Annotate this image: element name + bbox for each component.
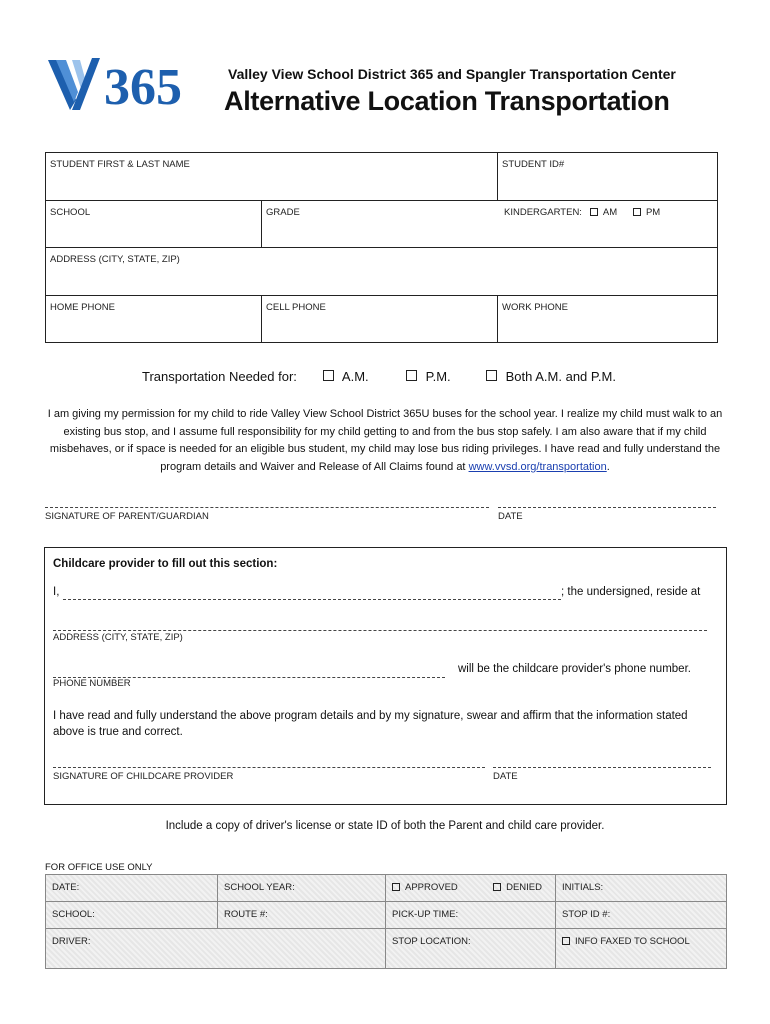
home-phone-label: HOME PHONE	[50, 302, 115, 313]
office-info-faxed-label: INFO FAXED TO SCHOOL	[575, 936, 690, 947]
office-driver-label: DRIVER:	[52, 936, 91, 947]
office-stop-id-label: STOP ID #:	[562, 909, 611, 920]
parent-date-line[interactable]	[498, 507, 716, 508]
kindergarten-pm-label: PM	[645, 207, 661, 218]
parent-signature-line[interactable]	[45, 507, 489, 508]
office-info-faxed-field	[556, 929, 726, 968]
cell-phone-field[interactable]	[262, 296, 498, 342]
childcare-affirmation: I have read and fully understand the above program details and by my signature, swear and affirm that the information stated above is true and correct.	[53, 710, 688, 738]
office-info-faxed-checkbox[interactable]	[562, 937, 570, 945]
office-school-field[interactable]	[46, 902, 218, 929]
transport-am-checkbox[interactable]	[323, 370, 334, 381]
office-pickup-label: PICK-UP TIME:	[392, 909, 459, 920]
permission-statement	[40, 406, 730, 476]
school-label: SCHOOL	[50, 207, 91, 218]
header-subtitle: Valley View School District 365 and Spangler Transportation Center	[228, 66, 676, 82]
permission-end: .	[606, 460, 610, 473]
office-denied-checkbox[interactable]	[493, 883, 501, 891]
parent-date-label: DATE	[498, 511, 523, 522]
student-name-field[interactable]	[46, 153, 498, 201]
childcare-heading: Childcare provider to fill out this section:	[53, 558, 278, 570]
transport-pm-checkbox[interactable]	[406, 370, 417, 381]
permission-text: I am giving my permission for my child to ride Valley View School District 365U buses for the school year. I realize my child must walk to an existing bus stop, and I assume full responsibility for my child getting to and from the bus stop safely. I am also aware that if my child misbehaves, or if space is needed for an eligible bus student, my child may lose bus riding privileges. I have read and fully understand the program details and Waiver and Release of All Claims found at	[47, 408, 723, 473]
office-date-label: DATE:	[52, 882, 80, 893]
student-id-field[interactable]	[498, 153, 717, 201]
office-school-label: SCHOOL:	[52, 909, 95, 920]
childcare-signature-line[interactable]	[53, 767, 485, 768]
childcare-date-line[interactable]	[493, 767, 711, 768]
work-phone-label: WORK PHONE	[502, 302, 568, 313]
office-use-table	[45, 874, 727, 969]
school-field[interactable]	[46, 201, 262, 248]
transport-pm-label: P.M.	[425, 369, 451, 384]
page-title: Alternative Location Transportation	[224, 86, 670, 116]
office-school-year-field[interactable]	[218, 875, 386, 902]
transport-pm-option	[406, 369, 451, 384]
office-stop-location-label: STOP LOCATION:	[392, 936, 471, 947]
office-stop-location-field[interactable]	[386, 929, 556, 968]
office-approved-checkbox[interactable]	[392, 883, 400, 891]
childcare-signature-label: SIGNATURE OF CHILDCARE PROVIDER	[53, 771, 234, 782]
address-label: ADDRESS (CITY, STATE, ZIP)	[50, 254, 180, 265]
office-approved-label: APPROVED	[405, 882, 458, 893]
office-school-year-label: SCHOOL YEAR:	[224, 882, 295, 893]
transport-am-label: A.M.	[341, 369, 369, 384]
work-phone-field[interactable]	[498, 296, 717, 342]
include-id-note: Include a copy of driver's license or state ID of both the Parent and child care provider.	[165, 820, 605, 832]
home-phone-field[interactable]	[46, 296, 262, 342]
transport-needed-label: Transportation Needed for:	[142, 369, 297, 384]
office-pickup-field[interactable]	[386, 902, 556, 929]
transportation-link[interactable]: www.vvsd.org/transportation	[468, 460, 607, 473]
childcare-phone-text: will be the childcare provider's phone number.	[458, 663, 691, 675]
parent-signature-label: SIGNATURE OF PARENT/GUARDIAN	[45, 511, 209, 522]
office-initials-label: INITIALS:	[562, 882, 604, 893]
childcare-reside-text: ; the undersigned, reside at	[561, 586, 701, 598]
childcare-provider-section	[44, 547, 727, 805]
district-logo	[46, 52, 206, 114]
childcare-name-line[interactable]	[63, 599, 561, 600]
childcare-date-label: DATE	[493, 771, 518, 782]
childcare-address-label: ADDRESS (CITY, STATE, ZIP)	[53, 632, 183, 643]
office-approval-field	[386, 875, 556, 902]
kindergarten-am-label: AM	[602, 207, 618, 218]
office-initials-field[interactable]	[556, 875, 726, 902]
transport-am-option	[323, 369, 369, 384]
student-info-form	[45, 152, 718, 343]
student-name-label: STUDENT FIRST & LAST NAME	[50, 159, 190, 170]
office-denied-label: DENIED	[506, 882, 542, 893]
transport-both-option	[486, 369, 616, 384]
student-id-label: STUDENT ID#	[502, 159, 565, 170]
kindergarten-options	[504, 207, 660, 218]
childcare-phone-label: PHONE NUMBER	[53, 678, 131, 689]
office-date-field[interactable]	[46, 875, 218, 902]
office-stop-id-field[interactable]	[556, 902, 726, 929]
childcare-i-prefix: I,	[53, 586, 60, 598]
office-driver-field[interactable]	[46, 929, 386, 968]
grade-label: GRADE	[266, 207, 300, 218]
logo-text: 365	[104, 59, 182, 114]
office-route-field[interactable]	[218, 902, 386, 929]
transport-both-label: Both A.M. and P.M.	[505, 369, 616, 384]
childcare-address-line[interactable]	[53, 630, 707, 631]
kindergarten-am-checkbox[interactable]	[590, 208, 598, 216]
office-use-label: FOR OFFICE USE ONLY	[45, 862, 153, 873]
office-route-label: ROUTE #:	[224, 909, 268, 920]
transport-both-checkbox[interactable]	[486, 370, 497, 381]
address-field[interactable]	[46, 248, 717, 296]
kindergarten-pm-checkbox[interactable]	[633, 208, 641, 216]
kindergarten-label: KINDERGARTEN:	[504, 207, 582, 218]
cell-phone-label: CELL PHONE	[266, 302, 326, 313]
